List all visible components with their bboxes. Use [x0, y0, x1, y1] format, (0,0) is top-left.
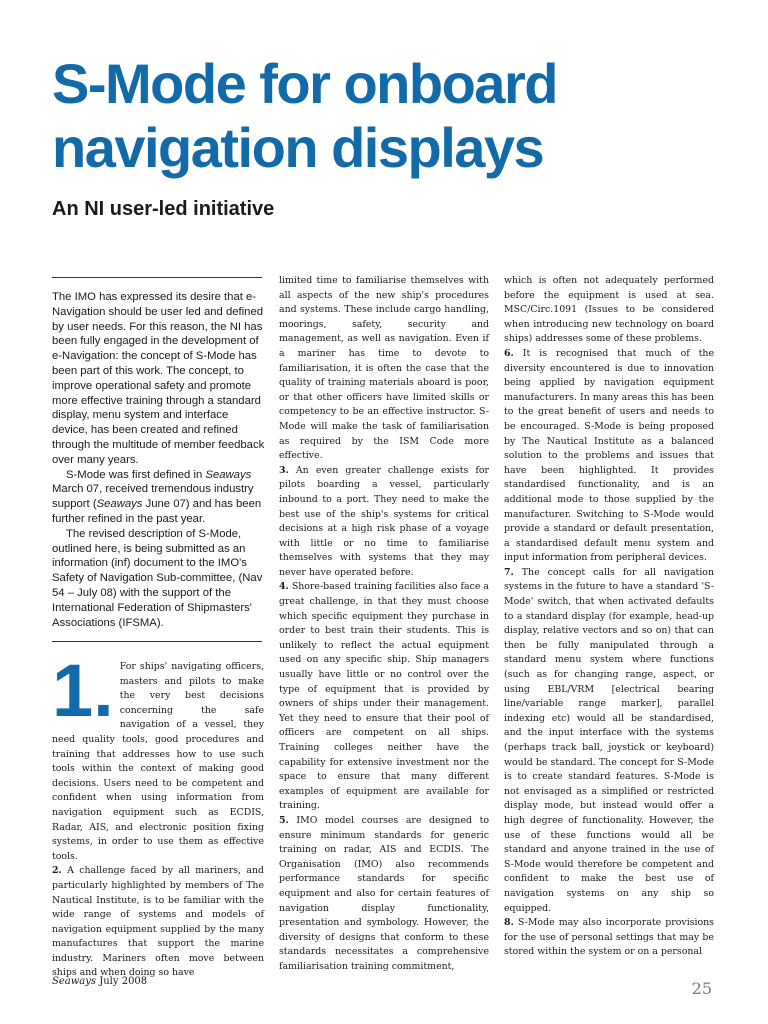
article-title: S-Mode for onboard navigation displays — [52, 52, 557, 179]
paragraph-text: An even greater challenge exists for pilots boarding a vessel, particularly inbound to a port. They need to make the best use of the ship's systems for critical decisions at a high risk phase of a voyage with little or no time to familiarise themselves with systems that they may never have operated before. — [279, 464, 489, 578]
paragraph-number: 4. — [279, 581, 289, 593]
paragraph-text: S-Mode may also incorporate provisions for the use of personal settings that may be stored within the system or on a personal — [504, 917, 714, 958]
intro-paragraph-1: The IMO has expressed its desire that e-Navigation should be user led and defined by user needs. For this reason, the NI has been fully engaged in the development of e-Navigation: the concept of S-Mode has been part of this work. The concept, to improve operational safety and promote more effective training through a standard display, menu system and interface device, has been created and refined through the multitude of member feedback over many years. — [52, 291, 265, 466]
body-column-1 — [52, 649, 264, 981]
issue-date: July 2008 — [96, 976, 148, 987]
paragraph-text: IMO model courses are designed to ensure minimum standards for generic training on radar, AIS and ECDIS. The Organisation (IMO) also recommends performance standards for specific equipment and also for certain features of navigation display functionality, presentation and symbology. However, the diversity of designs that conform to these standards necessitates a comprehensive familiarisation training commitment, — [279, 814, 489, 972]
intro-bottom-rule — [52, 641, 262, 642]
intro-box — [52, 290, 266, 630]
publication-name: Seaways — [52, 976, 97, 987]
drop-cap-number: 1. — [52, 649, 114, 732]
paragraph-number: 5. — [279, 814, 289, 826]
paragraph-text: A challenge faced by all mariners, and particularly highlighted by members of The Nautical Institute, is to be familiar with the wide range of systems and models of navigation equipment supplied by the many manufactures that support the marine industry. Mariners often move between ships and when doing so have — [52, 865, 264, 979]
intro-text: March 07, received tremendous industry support ( — [52, 483, 254, 511]
paragraph-continued: limited time to familiarise themselves with all aspects of the new ship's procedures and systems. These include cargo handling, moorings, safety, security and management, as well as navigation. Even if a mariner has time to devote to familiarisation, it is often the case that the quality of training materials aboard is poor, or that other officers have limited skills or competency to be an effective instructor. S-Mode will make the task of familiarisation as required by the ISM Code more effective. — [279, 275, 489, 462]
paragraph-1 — [52, 649, 264, 864]
paragraph-text: It is recognised that much of the diversity encountered is due to innovation being applied by navigation equipment manufacturers. In many areas this has been to the great benefit of users and needs to be encouraged. S-Mode is being proposed by The Nautical Institute as a balanced solution to the problems and issues that have been highlighted. It provides standardised functionality, and is an additional mode to those supplied by the manufacturer. Switching to S-Mode would provide a standard or default presentation, a standardised default menu system and input information from peripheral devices. — [504, 347, 714, 564]
page-number: 25 — [691, 979, 712, 998]
paragraph-4 — [279, 580, 489, 814]
paragraph-number: 3. — [279, 464, 289, 476]
paragraph-text: For ships' navigating officers, masters and pilots to make the very best decisions concerning the safe navigation of a vessel, they need quality tools, good procedures and training that addresses how to use such tools within the context of making good decisions. Users need to be competent and confident when using information from navigation equipment such as ECDIS, Radar, AIS, and electronic position fixing systems, in order to use them as effective tools. — [52, 661, 264, 862]
paragraph-7 — [504, 566, 714, 916]
intro-paragraph-3: The revised description of S-Mode, outlined here, is being submitted as an information (inf) document to the IMO's Safety of Navigation Sub-committee, (Nav 54 – July 08) with the support of the International Federation of Shipmasters' Associations (IFSMA). — [52, 527, 263, 629]
intro-top-rule — [52, 277, 262, 278]
paragraph-continued: which is often not adequately performed before the equipment is used at sea. MSC/Circ.1091 (Issues to be considered when introducing new technology on board ships) addresses some of these problems. — [504, 275, 714, 345]
paragraph-text: Shore-based training facilities also face a great challenge, in that they must choose which specific equipment they purchase in order to best train their students. This is unlikely to reflect the actual equipment used on any specific ship. Ship managers usually have little or no control over the type of equipment that is provided by owners of ships under their management. Yet they need to ensure that their pool of officers are competent on all ships. Training colleges neither have the capability for extensive investment nor the space to ensure that many different examples of equipment are available for training. — [279, 581, 489, 812]
paragraph-text: The concept calls for all navigation systems in the future to have a standard 'S-Mode' switch, that when activated defaults to a standard display (for example, head-up display, relative vectors and so on) that can then be fully manipulated through a standard menu system where functions (such as for changing range, aspect, or using EBL/VRM [electrical bearing line/variable range marker], parallel indexing etc) would all be standardised, and the input interface with the systems (perhaps track ball, joystick or keyboard) would be standard. The concept for S-Mode is to create standard features. S-Mode is not envisaged as a simplified or restricted display mode, but instead would offer a high degree of functionality. However, the use of these functions would all be standard and anyone trained in the use of S-Mode would therefore be competent and confident to make the best use of navigation systems on any ship so equipped. — [504, 566, 714, 914]
paragraph-number: 6. — [504, 347, 514, 359]
paragraph-number: 8. — [504, 917, 514, 929]
publication-name: Seaways — [205, 468, 252, 481]
intro-paragraph-2 — [52, 468, 266, 527]
paragraph-6 — [504, 347, 714, 566]
article-subtitle: An NI user-led initiative — [52, 198, 275, 220]
publication-name: Seaways — [96, 498, 143, 511]
intro-text: June 07) and has been further refined in the past year. — [52, 498, 262, 525]
paragraph-5 — [279, 814, 489, 975]
body-column-3 — [504, 274, 714, 960]
paragraph-8 — [504, 916, 714, 960]
paragraph-3 — [279, 464, 489, 581]
intro-text: S-Mode was first defined in — [66, 468, 206, 481]
paragraph-2 — [52, 864, 264, 981]
body-column-2 — [279, 274, 489, 975]
paragraph-number: 2. — [52, 865, 62, 877]
footer-publication — [52, 976, 147, 987]
paragraph-number: 7. — [504, 566, 514, 578]
